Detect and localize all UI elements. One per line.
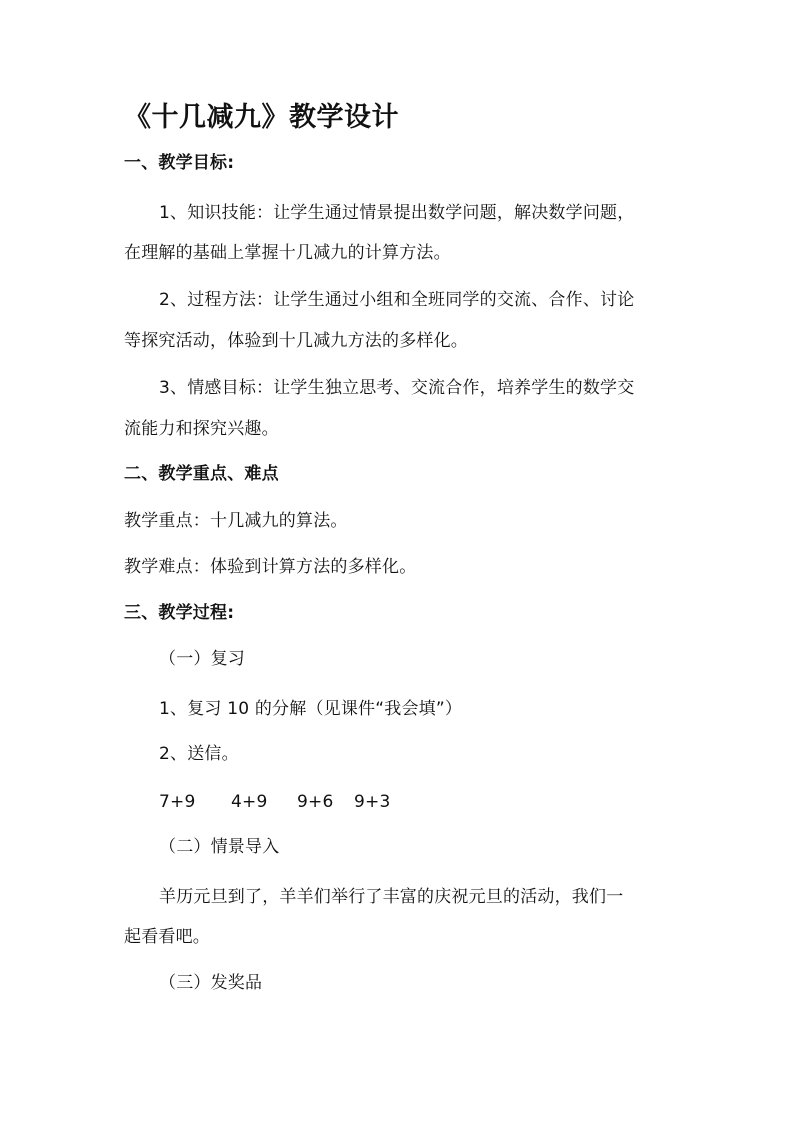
expression-1: 7+9	[159, 792, 196, 812]
review-item-2: 2、送信。	[159, 744, 239, 764]
goal-item-1-line-1: 1、知识技能：让学生通过情景提出数学问题，解决数学问题，	[159, 203, 635, 223]
expression-row	[159, 791, 390, 813]
intro-line-1: 羊历元旦到了，羊羊们举行了丰富的庆祝元旦的活动，我们一	[159, 887, 624, 907]
section-heading-process: 三、教学过程:	[124, 603, 235, 623]
review-item-1: 1、复习 10 的分解（见课件“我会填”）	[159, 699, 463, 719]
subheading-awards: （三）发奖品	[159, 973, 263, 993]
expression-3: 9+6	[297, 792, 334, 812]
goal-item-3-line-2: 流能力和探究兴趣。	[124, 419, 279, 439]
section-heading-key-points: 二、教学重点、难点	[124, 464, 279, 484]
subheading-review: （一）复习	[159, 649, 245, 669]
goal-item-2-line-2: 等探究活动，体验到十几减九方法的多样化。	[124, 331, 468, 351]
goal-item-2-line-1: 2、过程方法：让学生通过小组和全班同学的交流、合作、讨论	[159, 290, 635, 310]
document-title: 《十几减九》教学设计	[124, 102, 399, 133]
subheading-intro: （二）情景导入	[159, 837, 280, 857]
expression-2: 4+9	[231, 792, 268, 812]
section-heading-goals: 一、教学目标:	[124, 153, 235, 173]
expression-4: 9+3	[354, 792, 391, 812]
intro-line-2: 起看看吧。	[124, 927, 210, 947]
teaching-difficulty: 教学难点：体验到计算方法的多样化。	[124, 557, 417, 577]
goal-item-3-line-1: 3、情感目标：让学生独立思考、交流合作，培养学生的数学交	[159, 378, 635, 398]
teaching-focus: 教学重点：十几减九的算法。	[124, 511, 348, 531]
goal-item-1-line-2: 在理解的基础上掌握十几减九的计算方法。	[124, 243, 451, 263]
